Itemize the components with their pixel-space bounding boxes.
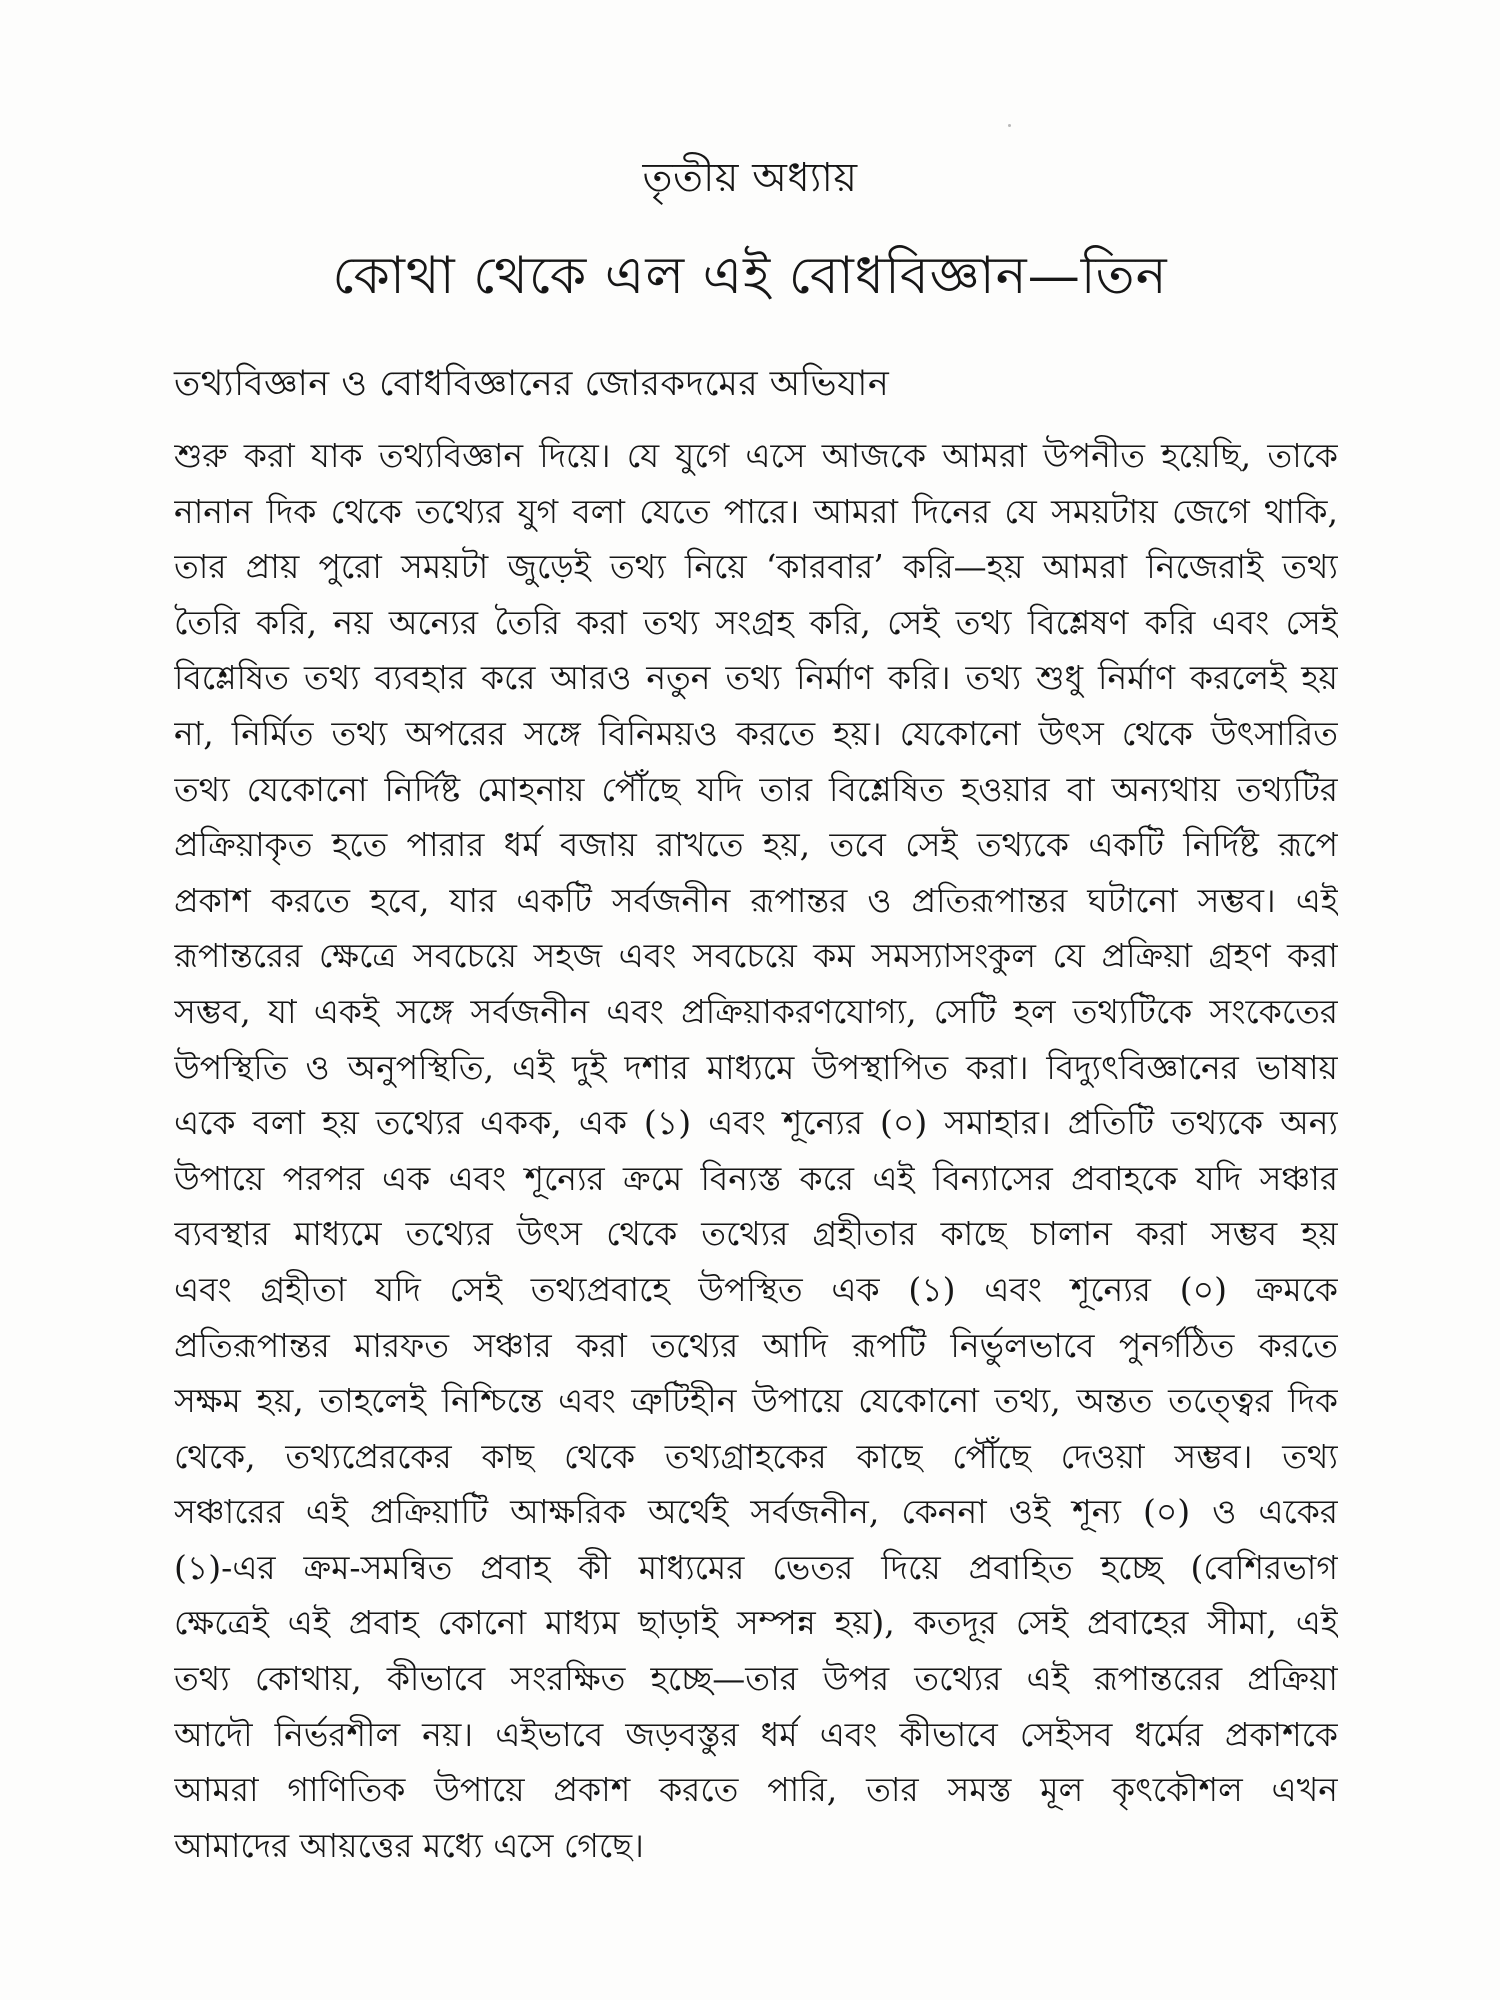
- section-heading: তথ্যবিজ্ঞান ও বোধবিজ্ঞানের জোরকদমের অভিযান: [174, 364, 890, 404]
- paragraph-line: সক্ষম হয়, তাহলেই নিশ্চিন্তে এবং ত্রুটিহীন উপায়ে যেকোনো তথ্য, অন্তত তত্ত্বের দিক: [174, 1381, 1338, 1421]
- paragraph-line: আদৌ নির্ভরশীল নয়। এইভাবে জড়বস্তুর ধর্ম এবং কীভাবে সেইসব ধর্মের প্রকাশকে: [174, 1714, 1338, 1754]
- paper-speck: [1008, 124, 1011, 127]
- paragraph-line: নানান দিক থেকে তথ্যের যুগ বলা যেতে পারে। আমরা দিনের যে সময়টায় জেগে থাকি,: [174, 491, 1338, 531]
- paragraph-line: থেকে, তথ্যপ্রেরকের কাছ থেকে তথ্যগ্রাহকের কাছে পৌঁছে দেওয়া সম্ভব। তথ্য: [174, 1436, 1338, 1476]
- paragraph-line: তার প্রায় পুরো সময়টা জুড়েই তথ্য নিয়ে ‘কারবার’ করি—হয় আমরা নিজেরাই তথ্য: [174, 547, 1338, 587]
- chapter-title: কোথা থেকে এল এই বোধবিজ্ঞান—তিন: [332, 246, 1168, 306]
- paragraph-line: উপস্থিতি ও অনুপস্থিতি, এই দুই দশার মাধ্যমে উপস্থাপিত করা। বিদ্যুৎবিজ্ঞানের ভাষায়: [174, 1047, 1338, 1087]
- paragraph-line: ব্যবস্থার মাধ্যমে তথ্যের উৎস থেকে তথ্যের গ্রহীতার কাছে চালান করা সম্ভব হয়: [174, 1214, 1338, 1254]
- paragraph-line: বিশ্লেষিত তথ্য ব্যবহার করে আরও নতুন তথ্য নির্মাণ করি। তথ্য শুধু নির্মাণ করলেই হয়: [174, 658, 1338, 698]
- paragraph-line: তথ্য যেকোনো নির্দিষ্ট মোহনায় পৌঁছে যদি তার বিশ্লেষিত হওয়ার বা অন্যথায় তথ্যটির: [174, 769, 1338, 809]
- paragraph-line: শুরু করা যাক তথ্যবিজ্ঞান দিয়ে। যে যুগে এসে আজকে আমরা উপনীত হয়েছি, তাকে: [174, 436, 1338, 475]
- paragraph-line: প্রতিরূপান্তর মারফত সঞ্চার করা তথ্যের আদি রূপটি নির্ভুলভাবে পুনর্গঠিত করতে: [174, 1325, 1338, 1365]
- paragraph-line: এবং গ্রহীতা যদি সেই তথ্যপ্রবাহে উপস্থিত এক (১) এবং শূন্যের (০) ক্রমকে: [174, 1269, 1338, 1309]
- paragraph-line: সম্ভব, যা একই সঙ্গে সর্বজনীন এবং প্রক্রিয়াকরণযোগ্য, সেটি হল তথ্যটিকে সংকেতের: [174, 991, 1338, 1031]
- paragraph-line: আমাদের আয়ত্তের মধ্যে এসে গেছে।: [174, 1825, 644, 1865]
- chapter-number: তৃতীয় অধ্যায়: [642, 155, 858, 201]
- paragraph-line: তথ্য কোথায়, কীভাবে সংরক্ষিত হচ্ছে—তার উপর তথ্যের এই রূপান্তরের প্রক্রিয়া: [174, 1659, 1338, 1699]
- paragraph-line: (১)-এর ক্রম-সমন্বিত প্রবাহ কী মাধ্যমের ভেতর দিয়ে প্রবাহিত হচ্ছে (বেশিরভাগ: [174, 1547, 1338, 1587]
- paragraph-line: রূপান্তরের ক্ষেত্রে সবচেয়ে সহজ এবং সবচেয়ে কম সমস্যাসংকুল যে প্রক্রিয়া গ্রহণ করা: [174, 936, 1338, 976]
- paragraph-line: একে বলা হয় তথ্যের একক, এক (১) এবং শূন্যের (০) সমাহার। প্রতিটি তথ্যকে অন্য: [174, 1103, 1338, 1143]
- paragraph-line: তৈরি করি, নয় অন্যের তৈরি করা তথ্য সংগ্রহ করি, সেই তথ্য বিশ্লেষণ করি এবং সেই: [174, 602, 1338, 642]
- paragraph-line: প্রকাশ করতে হবে, যার একটি সর্বজনীন রূপান্তর ও প্রতিরূপান্তর ঘটানো সম্ভব। এই: [174, 880, 1338, 920]
- paragraph-line: আমরা গাণিতিক উপায়ে প্রকাশ করতে পারি, তার সমস্ত মূল কৃৎকৌশল এখন: [174, 1770, 1338, 1810]
- paragraph-line: উপায়ে পরপর এক এবং শূন্যের ক্রমে বিন্যস্ত করে এই বিন্যাসের প্রবাহকে যদি সঞ্চার: [174, 1158, 1338, 1198]
- paragraph-line: ক্ষেত্রেই এই প্রবাহ কোনো মাধ্যম ছাড়াই সম্পন্ন হয়), কতদূর সেই প্রবাহের সীমা, এই: [174, 1603, 1338, 1643]
- paragraph-line: না, নির্মিত তথ্য অপরের সঙ্গে বিনিময়ও করতে হয়। যেকোনো উৎস থেকে উৎসারিত: [174, 713, 1338, 753]
- paragraph-line: প্রক্রিয়াকৃত হতে পারার ধর্ম বজায় রাখতে হয়, তবে সেই তথ্যকে একটি নির্দিষ্ট রূপে: [174, 825, 1338, 865]
- body-paragraph: [174, 428, 1338, 1873]
- paragraph-line: সঞ্চারের এই প্রক্রিয়াটি আক্ষরিক অর্থেই সর্বজনীন, কেননা ওই শূন্য (০) ও একের: [174, 1492, 1338, 1532]
